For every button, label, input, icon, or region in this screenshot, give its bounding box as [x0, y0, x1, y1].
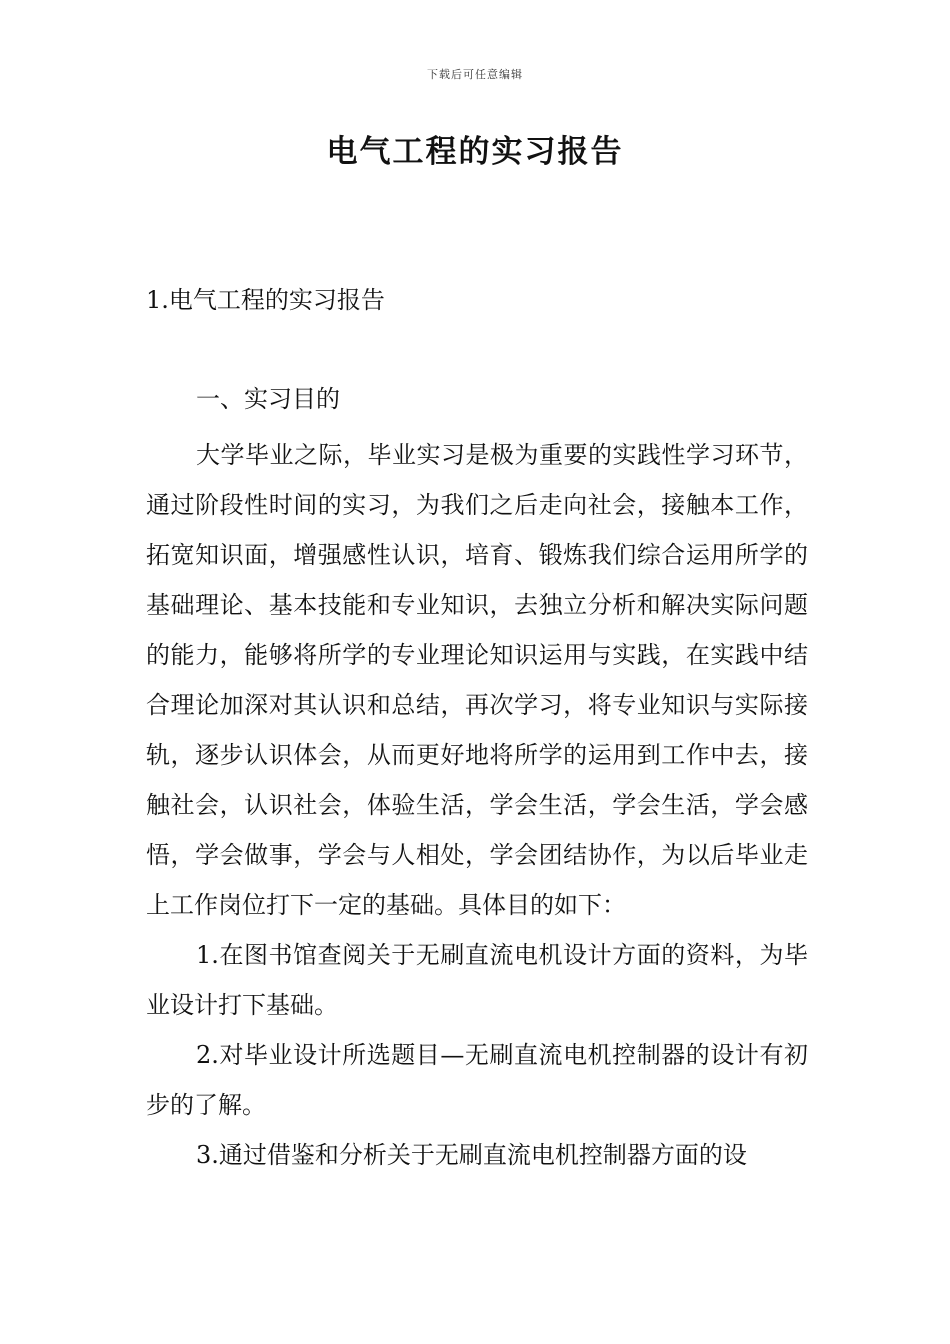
paragraph-item-2: 2.对毕业设计所选题目—无刷直流电机控制器的设计有初步的了解。	[146, 1041, 808, 1119]
document-title: 电气工程的实习报告	[326, 134, 624, 170]
section-heading: 1.电气工程的实习报告	[146, 286, 385, 314]
paragraph-intro: 大学毕业之际，毕业实习是极为重要的实践性学习环节，通过阶段性时间的实习，为我们之后走向社会，接触本工作，拓宽知识面，增强感性认识，培育、锻炼我们综合运用所学的基础理论、基本技能和专业知识，去独立分析和解决实际问题的能力，能够将所学的专业理论知识运用与实践，在实践中结合理论加深对其认识和总结，再次学习，将专业知识与实际接轨，逐步认识体会，从而更好地将所学的运用到工作中去，接触社会，认识社会，体验生活，学会生活，学会生活，学会感悟，学会做事，学会与人相处，学会团结协作，为以后毕业走上工作岗位打下一定的基础。具体目的如下：	[146, 441, 808, 919]
paragraph-item-1: 1.在图书馆查阅关于无刷直流电机设计方面的资料，为毕业设计打下基础。	[146, 941, 808, 1019]
page-header-note: 下载后可任意编辑	[427, 68, 523, 81]
paragraph-item-3: 3.通过借鉴和分析关于无刷直流电机控制器方面的设	[196, 1141, 747, 1169]
subheading-internship-purpose: 一、实习目的	[196, 385, 340, 413]
body-text	[146, 430, 808, 1180]
